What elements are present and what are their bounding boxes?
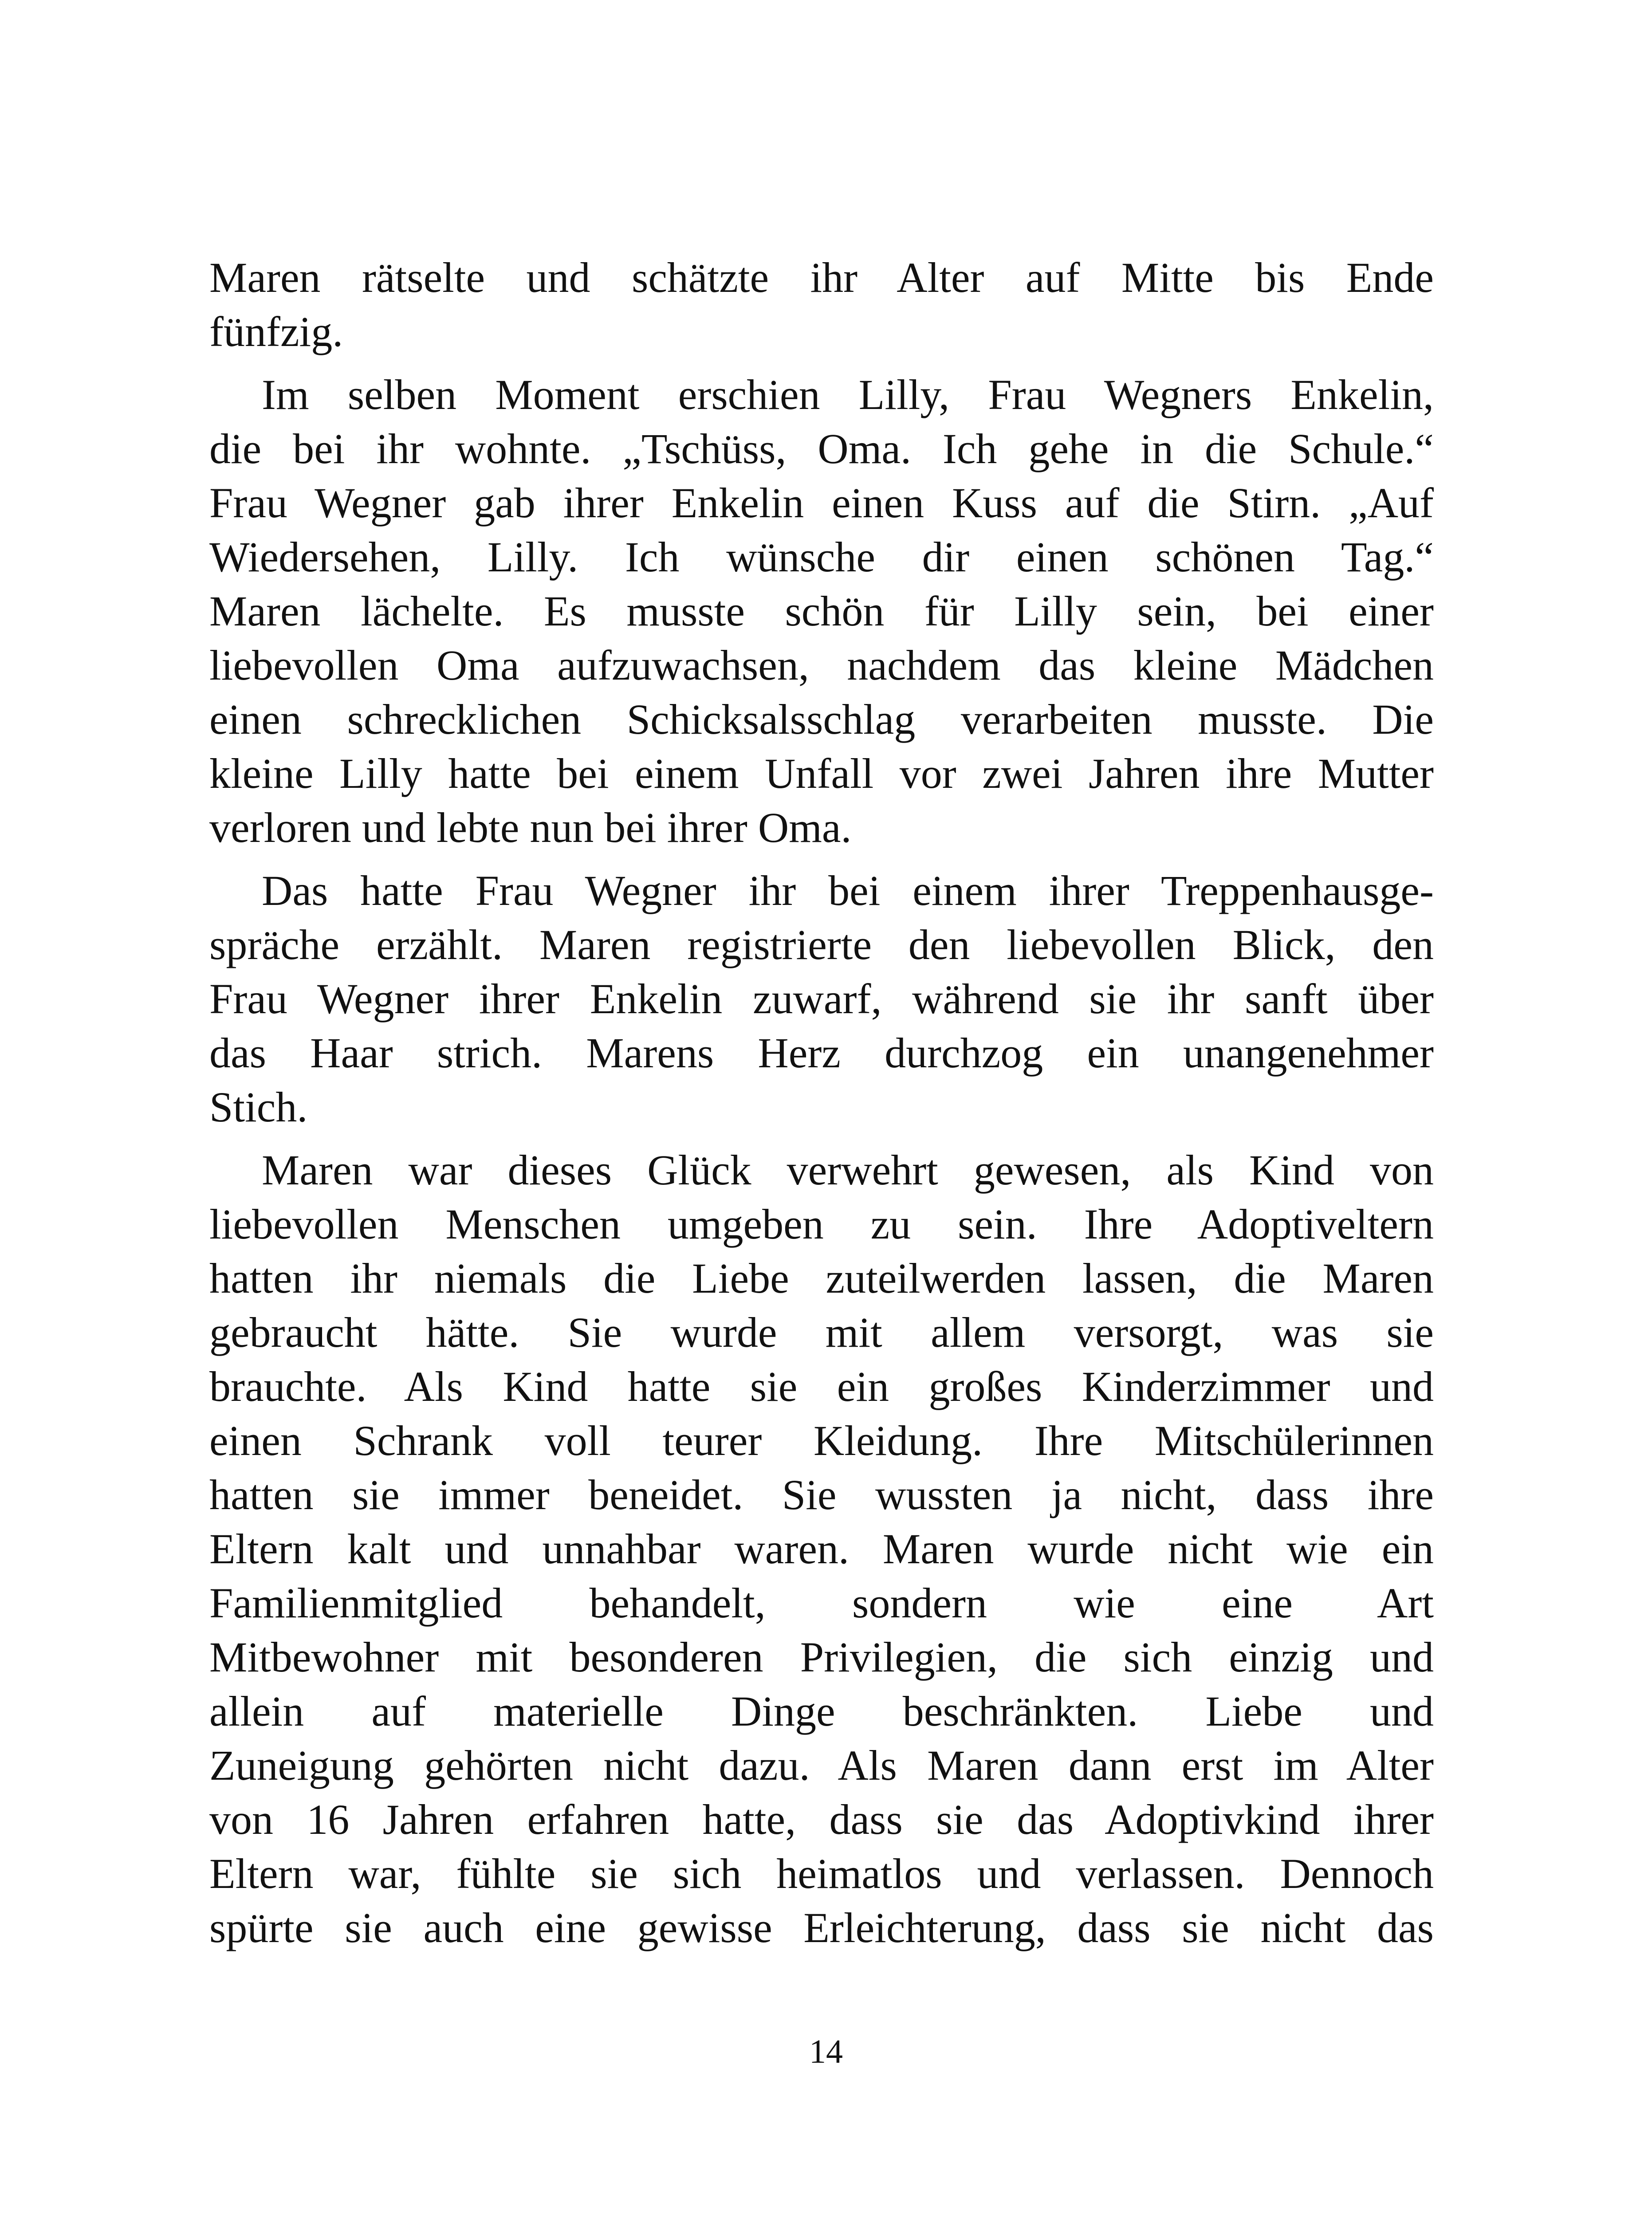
paragraph	[209, 1143, 1434, 1955]
text-line: allein auf materielle Dinge beschränkten. Liebe und	[209, 1687, 1434, 1735]
text-line: fünfzig.	[209, 308, 343, 355]
text-line: liebevollen Oma aufzuwachsen, nachdem das kleine Mädchen	[209, 641, 1434, 689]
text-line: kleine Lilly hatte bei einem Unfall vor zwei Jahren ihre Mutter	[209, 750, 1434, 797]
text-line: Maren war dieses Glück verwehrt gewesen, als Kind von	[262, 1146, 1434, 1194]
text-line: Im selben Moment erschien Lilly, Frau Wegners Enkelin,	[262, 371, 1434, 418]
text-line: Frau Wegner ihrer Enkelin zuwarf, während sie ihr sanft über	[209, 975, 1434, 1022]
text-line: einen schrecklichen Schicksalsschlag verarbeiten musste. Die	[209, 696, 1434, 743]
text-line: liebevollen Menschen umgeben zu sein. Ihre Adoptiveltern	[209, 1200, 1434, 1248]
body-text	[209, 251, 1434, 1964]
text-line: Frau Wegner gab ihrer Enkelin einen Kuss auf die Stirn. „Auf	[209, 479, 1434, 527]
text-line: Das hatte Frau Wegner ihr bei einem ihrer Treppenhausge-	[262, 867, 1434, 914]
text-line: hatten sie immer beneidet. Sie wussten ja nicht, dass ihre	[209, 1471, 1434, 1518]
text-line: Wiedersehen, Lilly. Ich wünsche dir einen schönen Tag.“	[209, 533, 1434, 581]
text-line: Maren lächelte. Es musste schön für Lilly sein, bei einer	[209, 587, 1434, 635]
text-line: Zuneigung gehörten nicht dazu. Als Maren dann erst im Alter	[209, 1742, 1434, 1789]
text-line: gebraucht hätte. Sie wurde mit allem versorgt, was sie	[209, 1309, 1434, 1356]
text-line: Stich.	[209, 1083, 308, 1131]
text-line: spürte sie auch eine gewisse Erleichterung, dass sie nicht das	[209, 1904, 1434, 1951]
text-line: verloren und lebte nun bei ihrer Oma.	[209, 804, 852, 851]
text-line: einen Schrank voll teurer Kleidung. Ihre Mitschülerinnen	[209, 1417, 1434, 1464]
text-line: von 16 Jahren erfahren hatte, dass sie das Adoptivkind ihrer	[209, 1796, 1434, 1843]
text-line: das Haar strich. Marens Herz durchzog ein unangenehmer	[209, 1029, 1434, 1077]
text-line: spräche erzählt. Maren registrierte den liebevollen Blick, den	[209, 921, 1434, 968]
text-line: Eltern kalt und unnahbar waren. Maren wurde nicht wie ein	[209, 1525, 1434, 1573]
text-line: die bei ihr wohnte. „Tschüss, Oma. Ich gehe in die Schule.“	[209, 425, 1434, 472]
text-line: Eltern war, fühlte sie sich heimatlos und verlassen. Dennoch	[209, 1850, 1434, 1897]
paragraph	[209, 251, 1434, 359]
page-number: 14	[809, 2033, 843, 2070]
text-line: Maren rätselte und schätzte ihr Alter auf Mitte bis Ende	[209, 254, 1434, 301]
text-line: brauchte. Als Kind hatte sie ein großes Kinderzimmer und	[209, 1363, 1434, 1410]
paragraph	[209, 864, 1434, 1134]
text-line: Familienmitglied behandelt, sondern wie eine Art	[209, 1579, 1434, 1627]
text-line: hatten ihr niemals die Liebe zuteilwerden lassen, die Maren	[209, 1255, 1434, 1302]
paragraph	[209, 368, 1434, 855]
text-line: Mitbewohner mit besonderen Privilegien, die sich einzig und	[209, 1633, 1434, 1681]
